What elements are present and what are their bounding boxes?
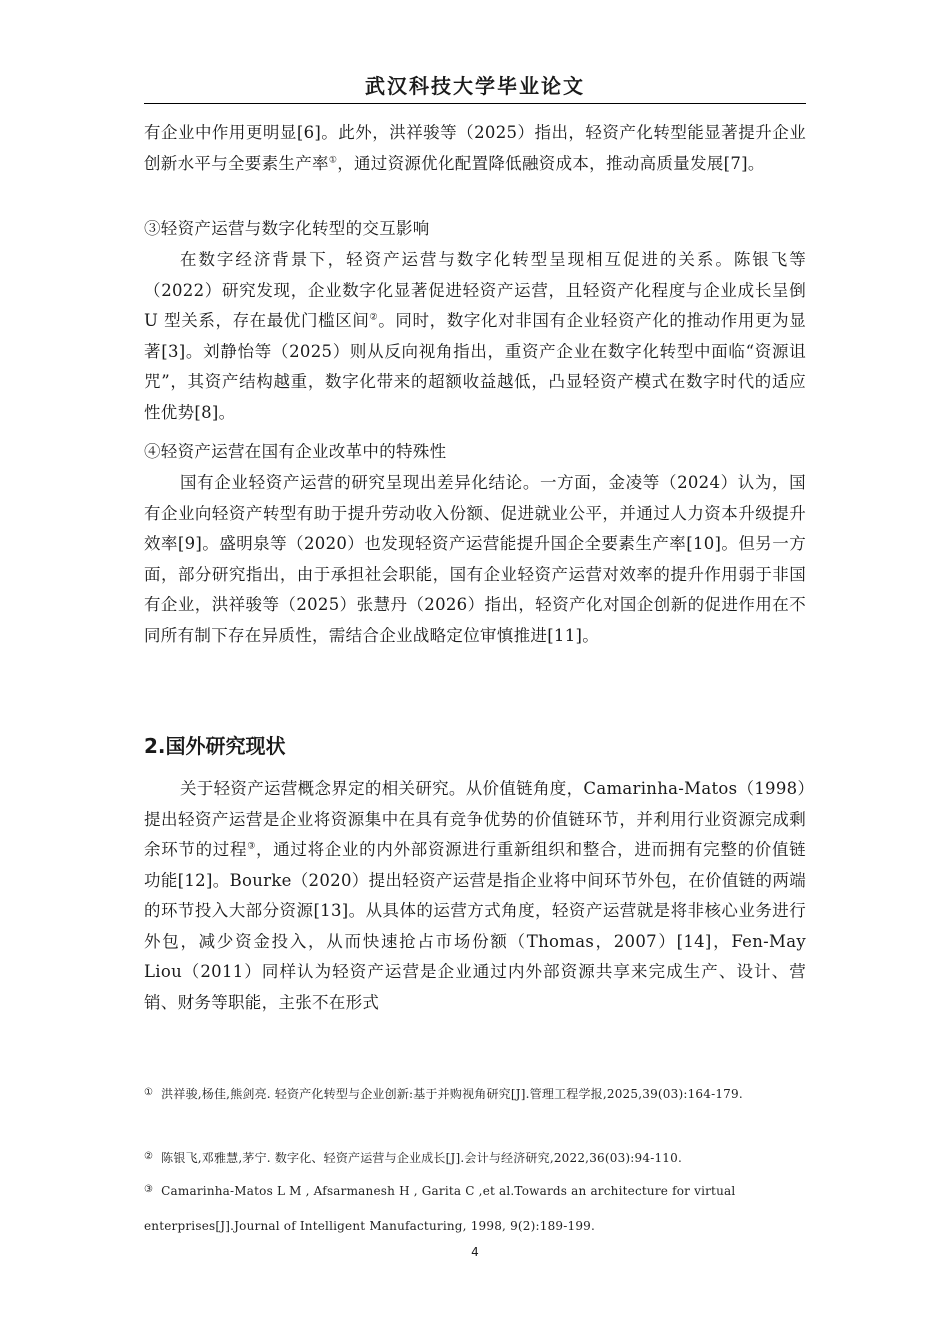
footnote-mark: ① xyxy=(144,1087,154,1098)
paragraph-text-cont: 。同时，数字化对非国有企业轻资产化的推动作用更为显著[3]。刘静怡等（2025）则从反向视角指出，重资产企业在数字化转型中面临“资源诅咒”，其资产结构越重，数字化带来的超额收益越低，凸显轻资产模式在数字时代的适应性优势[8]。 xyxy=(144,311,806,422)
footnote-2 xyxy=(144,1139,806,1176)
page-number: 4 xyxy=(471,1245,479,1259)
paragraph-text: 关于轻资产运营概念界定的相关研究。从价值链角度，Camarinha-Matos（1998）提出轻资产运营是企业将资源集中在具有竞争优势的价值链环节，并利用行业资源完成剩余环节的过程 xyxy=(144,779,806,859)
subsection-title-4: ④轻资产运营在国有企业改革中的特殊性 xyxy=(144,442,447,461)
section-heading: 2.国外研究现状 xyxy=(144,734,286,758)
paragraph-digital xyxy=(144,245,806,428)
footnote-text: 洪祥骏,杨佳,熊剑亮. 轻资产化转型与企业创新:基于并购视角研究[J].管理工程学报,2025,39(03):164-179. xyxy=(161,1087,743,1101)
paragraph-soe: 国有企业轻资产运营的研究呈现出差异化结论。一方面，金凌等（2024）认为，国有企业向轻资产转型有助于提升劳动收入份额、促进就业公平，并通过人力资本升级提升效率[9]。盛明泉等（2020）也发现轻资产运营能提升国企全要素生产率[10]。但另一方面，部分研究指出，由于承担社会职能，国有企业轻资产运营对效率的提升作用弱于非国有企业，洪祥骏等（2025）张慧丹（2026）指出，轻资产化对国企创新的促进作用在不同所有制下存在异质性，需结合企业战略定位审慎推进[11]。 xyxy=(144,473,806,645)
footnote-text: Camarinha-Matos L M , Afsarmanesh H , Garita C ,et al.Towards an architecture for virtual enterprises[J].Journal of Intelligent Manufacturing, 1998, 9(2):189-199. xyxy=(144,1184,736,1233)
footnote-1 xyxy=(144,1075,806,1112)
paragraph-text-cont: ，通过将企业的内外部资源进行重新组织和整合，进而拥有完整的价值链功能[12]。Bourke（2020）提出轻资产运营是指企业将中间环节外包，在价值链的两端的环节投入大部分资源[13]。从具体的运营方式角度，轻资产运营就是将非核心业务进行外包，减少资金投入，从而快速抢占市场份额（Thomas，2007）[14]，Fen-May Liou（2011）同样认为轻资产运营是企业通过内外部资源共享来完成生产、设计、营销、财务等职能，主张不在形式 xyxy=(144,840,806,1012)
footnote-ref-3[interactable]: ③ xyxy=(247,841,256,852)
footnote-3 xyxy=(144,1172,806,1244)
paragraph-text: 有企业中作用更明显[6]。此外，洪祥骏等（2025）指出，轻资产化转型能显著提升企业创新水平与全要素生产率 xyxy=(144,123,806,173)
footnote-ref-2[interactable]: ② xyxy=(369,312,379,323)
running-header: 武汉科技大学毕业论文 xyxy=(365,74,585,98)
subsection-title-3: ③轻资产运营与数字化转型的交互影响 xyxy=(144,219,430,238)
paragraph-text-cont: ，通过资源优化配置降低融资成本，推动高质量发展[7]。 xyxy=(337,153,765,173)
paragraph-text: 在数字经济背景下，轻资产运营与数字化转型呈现相互促进的关系。陈银飞等（2022）研究发现，企业数字化显著促进轻资产运营，且轻资产化程度与企业成长呈倒 U 型关系，存在最优门槛区间 xyxy=(144,250,806,330)
footnote-ref-1[interactable]: ① xyxy=(328,155,338,165)
paragraph-continuation xyxy=(144,118,806,179)
paragraph-foreign xyxy=(144,774,806,1018)
footnote-text: 陈银飞,邓雅慧,茅宁. 数字化、轻资产运营与企业成长[J].会计与经济研究,2022,36(03):94-110. xyxy=(161,1151,682,1165)
footnote-mark: ③ xyxy=(144,1184,154,1195)
header-rule xyxy=(144,103,806,104)
footnote-mark: ② xyxy=(144,1151,154,1162)
